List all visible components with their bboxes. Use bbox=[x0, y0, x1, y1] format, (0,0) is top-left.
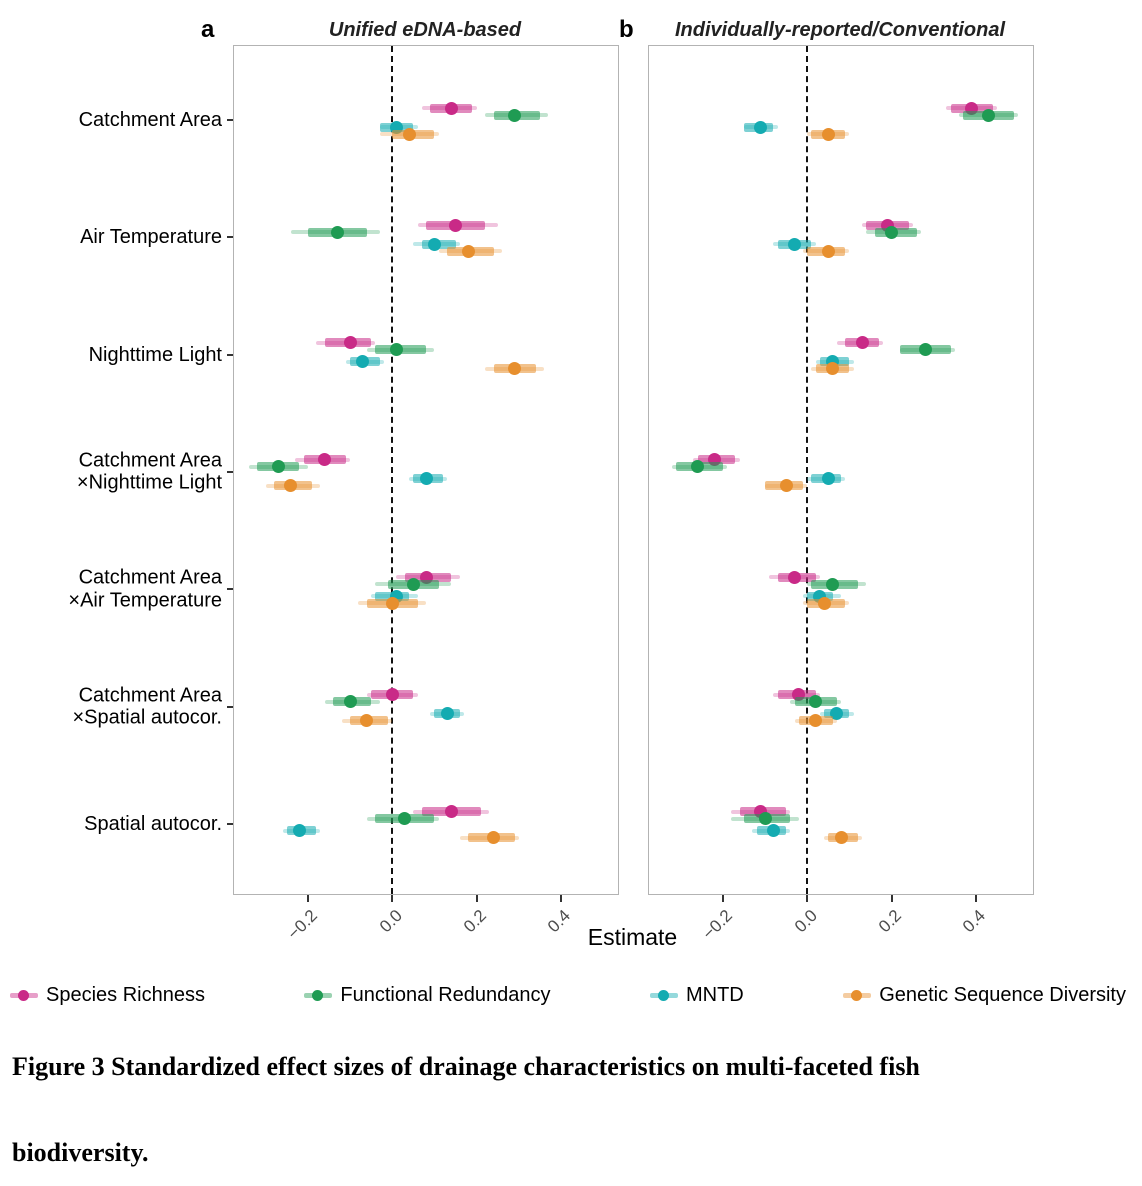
estimate-point bbox=[982, 109, 995, 122]
estimate-point bbox=[445, 805, 458, 818]
estimate-point bbox=[390, 343, 403, 356]
y-axis-tick bbox=[227, 588, 233, 590]
legend-marker-dot bbox=[312, 990, 323, 1001]
estimate-point bbox=[272, 460, 285, 473]
estimate-point bbox=[767, 824, 780, 837]
legend-marker bbox=[10, 989, 38, 1003]
x-axis-tick-label: −0.2 bbox=[699, 906, 737, 944]
estimate-point bbox=[445, 102, 458, 115]
legend-label: Species Richness bbox=[46, 984, 205, 1006]
y-axis-tick bbox=[227, 354, 233, 356]
estimate-point bbox=[835, 831, 848, 844]
estimate-point bbox=[407, 578, 420, 591]
estimate-point bbox=[809, 714, 822, 727]
x-axis-tick-label: 0.2 bbox=[874, 906, 906, 937]
legend-item bbox=[10, 984, 205, 1007]
estimate-point bbox=[826, 578, 839, 591]
legend-marker-dot bbox=[18, 990, 29, 1001]
x-axis-tick bbox=[307, 895, 309, 902]
estimate-point bbox=[449, 219, 462, 232]
legend bbox=[10, 984, 1126, 1007]
category-label: Air Temperature bbox=[80, 226, 222, 249]
estimate-point bbox=[344, 336, 357, 349]
panel-a-title: Unified eDNA-based bbox=[328, 19, 522, 41]
legend-item bbox=[650, 984, 744, 1007]
legend-label: Genetic Sequence Diversity bbox=[879, 984, 1126, 1006]
x-axis-tick bbox=[722, 895, 724, 902]
legend-marker bbox=[304, 989, 332, 1003]
category-label: Catchment Area ×Nighttime Light bbox=[76, 449, 222, 494]
estimate-point bbox=[788, 571, 801, 584]
panel-b-title: Individually-reported/Conventional bbox=[674, 19, 1006, 41]
estimate-point bbox=[356, 355, 369, 368]
estimate-point bbox=[754, 121, 767, 134]
estimate-point bbox=[331, 226, 344, 239]
x-axis-tick bbox=[560, 895, 562, 902]
legend-label: Functional Redundancy bbox=[340, 984, 551, 1006]
legend-label: MNTD bbox=[685, 984, 744, 1006]
estimate-point bbox=[885, 226, 898, 239]
x-axis-title: Estimate bbox=[587, 924, 678, 950]
estimate-point bbox=[293, 824, 306, 837]
panel-b-plot-area bbox=[648, 45, 1034, 944]
estimate-point bbox=[788, 238, 801, 251]
zero-reference-line bbox=[806, 46, 808, 894]
category-label: Catchment Area ×Spatial autocor. bbox=[72, 684, 222, 729]
panel-a-letter: a bbox=[201, 16, 215, 43]
x-axis-tick bbox=[391, 895, 393, 902]
estimate-point bbox=[487, 831, 500, 844]
x-axis-tick bbox=[891, 895, 893, 902]
legend-marker-dot bbox=[851, 990, 862, 1001]
x-axis-tick bbox=[806, 895, 808, 902]
estimate-point bbox=[360, 714, 373, 727]
y-axis-tick bbox=[227, 236, 233, 238]
estimate-point bbox=[403, 128, 416, 141]
estimate-point bbox=[856, 336, 869, 349]
legend-marker bbox=[843, 989, 871, 1003]
panel-a-plot-area bbox=[233, 45, 619, 944]
x-axis-tick-label: 0.0 bbox=[790, 906, 821, 937]
y-axis-tick bbox=[227, 119, 233, 121]
category-label: Catchment Area bbox=[78, 108, 222, 131]
category-label: Spatial autocor. bbox=[84, 812, 222, 835]
estimate-point bbox=[420, 472, 433, 485]
zero-reference-line bbox=[391, 46, 393, 894]
estimate-point bbox=[284, 479, 297, 492]
legend-item bbox=[843, 984, 1126, 1007]
y-axis-tick bbox=[227, 471, 233, 473]
x-axis-tick-label: −0.2 bbox=[284, 906, 322, 944]
x-axis-tick bbox=[975, 895, 977, 902]
estimate-point bbox=[462, 245, 475, 258]
x-axis-tick-label: 0.0 bbox=[375, 906, 406, 937]
estimate-point bbox=[691, 460, 704, 473]
estimate-point bbox=[780, 479, 793, 492]
estimate-point bbox=[919, 343, 932, 356]
estimate-point bbox=[818, 597, 831, 610]
category-label: Nighttime Light bbox=[88, 343, 222, 366]
estimate-point bbox=[822, 472, 835, 485]
estimate-point bbox=[508, 362, 521, 375]
y-axis-tick bbox=[227, 823, 233, 825]
estimate-point bbox=[826, 362, 839, 375]
panel-b-letter: b bbox=[619, 16, 634, 43]
x-axis-tick-label: 0.2 bbox=[459, 906, 491, 937]
legend-item bbox=[304, 984, 550, 1007]
x-axis-tick-label: 0.4 bbox=[544, 906, 575, 937]
category-label: Catchment Area ×Air Temperature bbox=[68, 566, 222, 612]
estimate-point bbox=[441, 707, 454, 720]
estimate-point bbox=[759, 812, 772, 825]
x-axis-tick bbox=[476, 895, 478, 902]
x-axis-tick-label: 0.4 bbox=[959, 906, 990, 937]
caption-line-2: biodiversity. bbox=[12, 1138, 149, 1167]
estimate-point bbox=[508, 109, 521, 122]
estimate-point bbox=[809, 695, 822, 708]
estimate-point bbox=[822, 245, 835, 258]
estimate-point bbox=[344, 695, 357, 708]
estimate-point bbox=[318, 453, 331, 466]
estimate-point bbox=[386, 597, 399, 610]
estimate-point bbox=[822, 128, 835, 141]
caption-line-1: Figure 3 Standardized effect sizes of drainage characteristics on multi-faceted fish bbox=[12, 1052, 920, 1081]
estimate-point bbox=[386, 688, 399, 701]
estimate-point bbox=[398, 812, 411, 825]
legend-marker bbox=[650, 989, 678, 1003]
legend-marker-dot bbox=[658, 990, 669, 1001]
y-axis-tick bbox=[227, 706, 233, 708]
